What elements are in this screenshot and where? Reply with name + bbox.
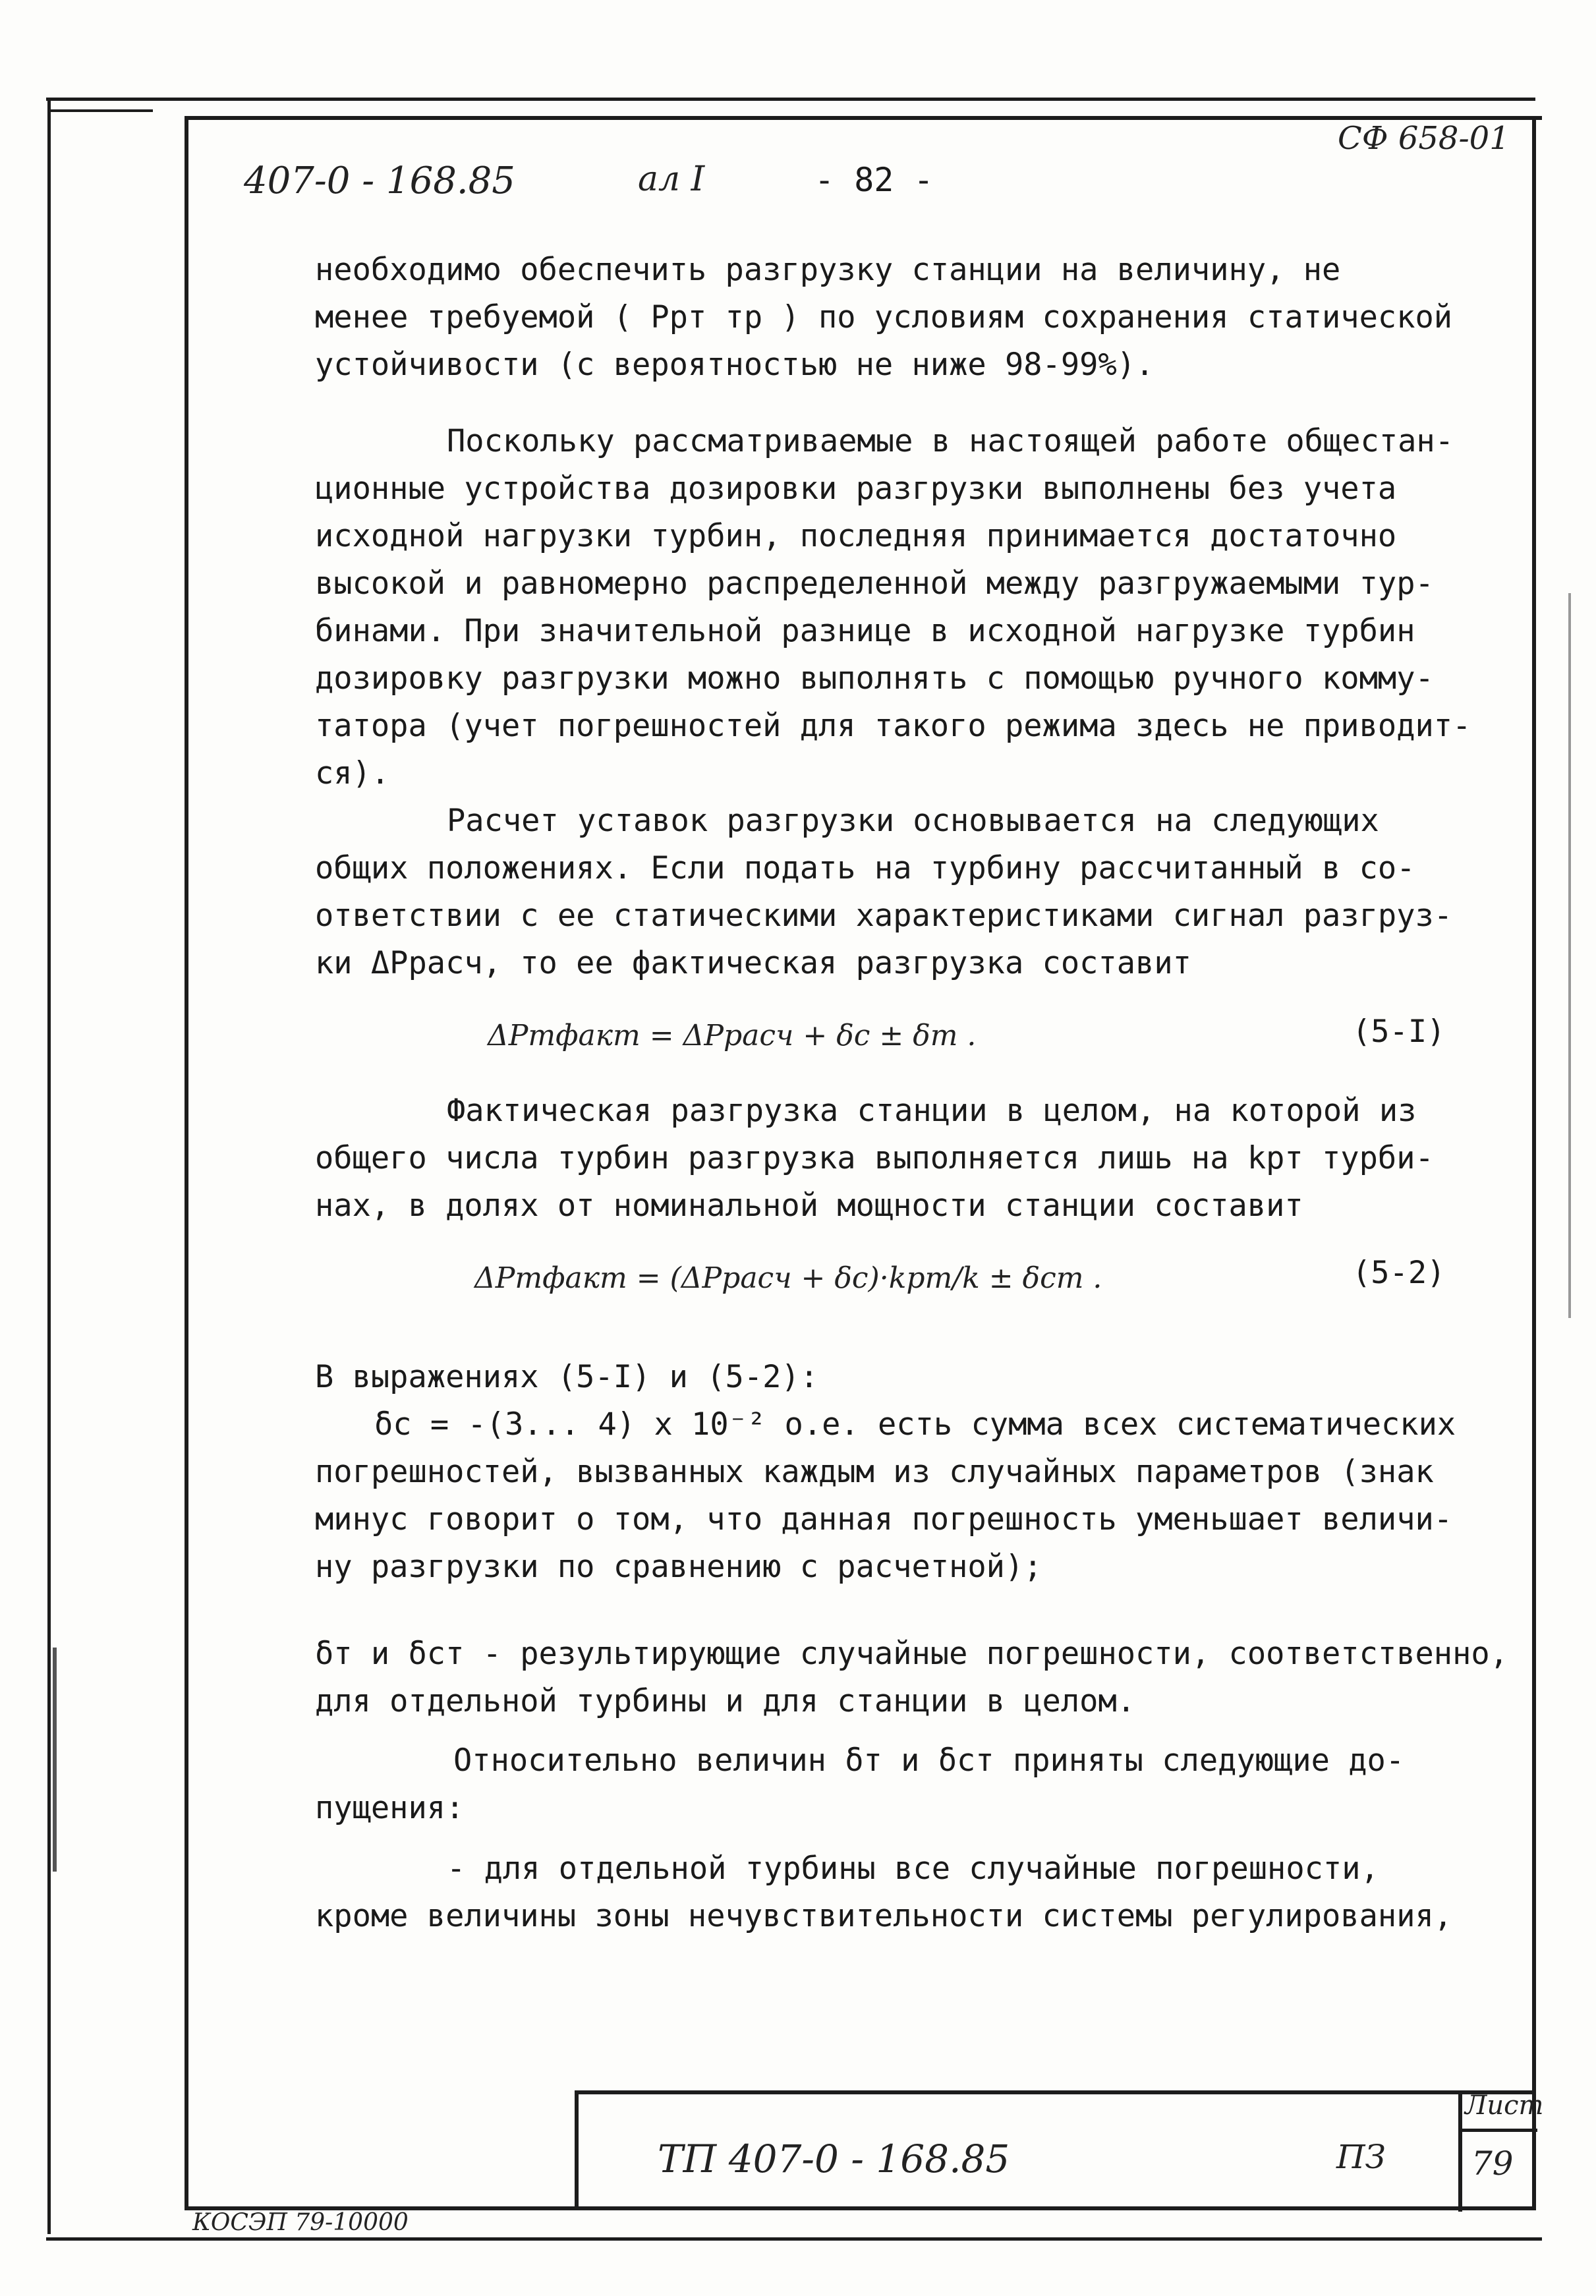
- text-line: ки ΔPрасч, то ее фактическая разгрузка составит: [315, 945, 1191, 981]
- frame-right-line: [1532, 116, 1536, 2210]
- text-line: В выражениях (5-I) и (5-2):: [315, 1359, 819, 1395]
- title-block: [575, 2090, 1544, 2208]
- text-line: исходной нагрузки турбин, последняя принимается достаточно: [315, 518, 1397, 554]
- frame-left-line: [185, 116, 188, 2210]
- text-line: δт и δст - результирующие случайные погрешности, соответственно,: [315, 1636, 1508, 1672]
- top-border-line: [46, 98, 1535, 101]
- text-line: - для отдельной турбины все случайные погрешности,: [447, 1851, 1379, 1887]
- text-line: ционные устройства дозировки разгрузки выполнены без учета: [315, 471, 1397, 507]
- text-line: татора (учет погрешностей для такого режима здесь не приводит-: [315, 708, 1471, 744]
- text-line: нах, в долях от номинальной мощности станции составит: [315, 1188, 1303, 1224]
- equation-number-5-1: (5-I): [1352, 1014, 1446, 1050]
- text-line: Поскольку рассматриваемые в настоящей работе общестан-: [447, 423, 1454, 459]
- formula-5-2: ΔPтфакт = (ΔPрасч + δс)·kрт/k ± δст .: [474, 1261, 1102, 1295]
- title-block-code: ТП 407-0 - 168.85: [658, 2137, 1010, 2181]
- text-line: высокой и равномерно распределенной между разгружаемыми тур-: [315, 565, 1434, 602]
- text-line: Расчет уставок разгрузки основывается на следующих: [447, 803, 1379, 839]
- text-line: погрешностей, вызванных каждым из случайных параметров (знак: [315, 1454, 1434, 1490]
- text-line: ну разгрузки по сравнению с расчетной);: [315, 1549, 1042, 1585]
- top-border-short-line: [47, 109, 153, 112]
- paragraph-2: [315, 418, 1495, 797]
- text-line: необходимо обеспечить разгрузку станции на величину, не: [315, 252, 1341, 288]
- paragraph-4: [315, 1087, 1495, 1230]
- text-line: дозировку разгрузки можно выполнять с помощью ручного комму-: [315, 660, 1434, 697]
- paragraph-6: [315, 1630, 1508, 1725]
- equation-number-5-2: (5-2): [1352, 1255, 1446, 1291]
- doc-code-top: СФ 658-01: [1338, 120, 1510, 157]
- paragraph-7: [315, 1737, 1495, 1832]
- text-line: бинами. При значительной разнице в исходной нагрузке турбин: [315, 613, 1415, 649]
- text-line: кроме величины зоны нечувствительности системы регулирования,: [315, 1898, 1453, 1934]
- text-line: Фактическая разгрузка станции в целом, на которой из: [447, 1093, 1417, 1129]
- paragraph-8: [315, 1845, 1495, 1940]
- text-line: ся).: [315, 755, 390, 791]
- sheet-cell: [1458, 2090, 1544, 2212]
- text-line: общего числа турбин разгрузка выполняется лишь на kрт турби-: [315, 1140, 1434, 1176]
- sheet-number: 79: [1471, 2144, 1514, 2183]
- sheet-cell-divider: [1462, 2129, 1537, 2132]
- text-line: для отдельной турбины и для станции в целом.: [315, 1683, 1136, 1719]
- text-line: пущения:: [315, 1790, 465, 1826]
- text-line: минус говорит о том, что данная погрешность уменьшает величи-: [315, 1501, 1453, 1537]
- title-block-section: ПЗ: [1336, 2138, 1386, 2176]
- text-line: δс = -(3... 4) x 10⁻² о.е. есть сумма всех систематических: [374, 1406, 1456, 1443]
- album-label: ал I: [638, 159, 705, 199]
- page-number: - 82 -: [814, 161, 934, 199]
- paragraph-1: [315, 246, 1495, 389]
- paragraph-5: [315, 1354, 1495, 1591]
- project-code-header: 407-0 - 168.85: [244, 159, 515, 202]
- page-bottom-line: [46, 2237, 1542, 2241]
- left-margin-line: [47, 99, 51, 2234]
- text-line: ответствии с ее статическими характеристиками сигнал разгруз-: [315, 898, 1453, 934]
- format-stamp: КОСЭП 79-10000: [192, 2209, 409, 2236]
- text-line: общих положениях. Если подать на турбину рассчитанный в со-: [315, 850, 1415, 886]
- paragraph-3: [315, 797, 1495, 987]
- scan-mark: [1568, 593, 1571, 1318]
- scan-mark: [53, 1648, 57, 1872]
- formula-5-1: ΔPтфакт = ΔPрасч + δс ± δт .: [488, 1019, 977, 1052]
- text-line: Относительно величин δт и δст приняты следующие до-: [453, 1742, 1405, 1779]
- text-line: устойчивости (с вероятностью не ниже 98-99%).: [315, 347, 1154, 383]
- sheet-label: Лист: [1465, 2090, 1544, 2121]
- text-line: менее требуемой ( Pрт тр ) по условиям сохранения статической: [315, 299, 1453, 335]
